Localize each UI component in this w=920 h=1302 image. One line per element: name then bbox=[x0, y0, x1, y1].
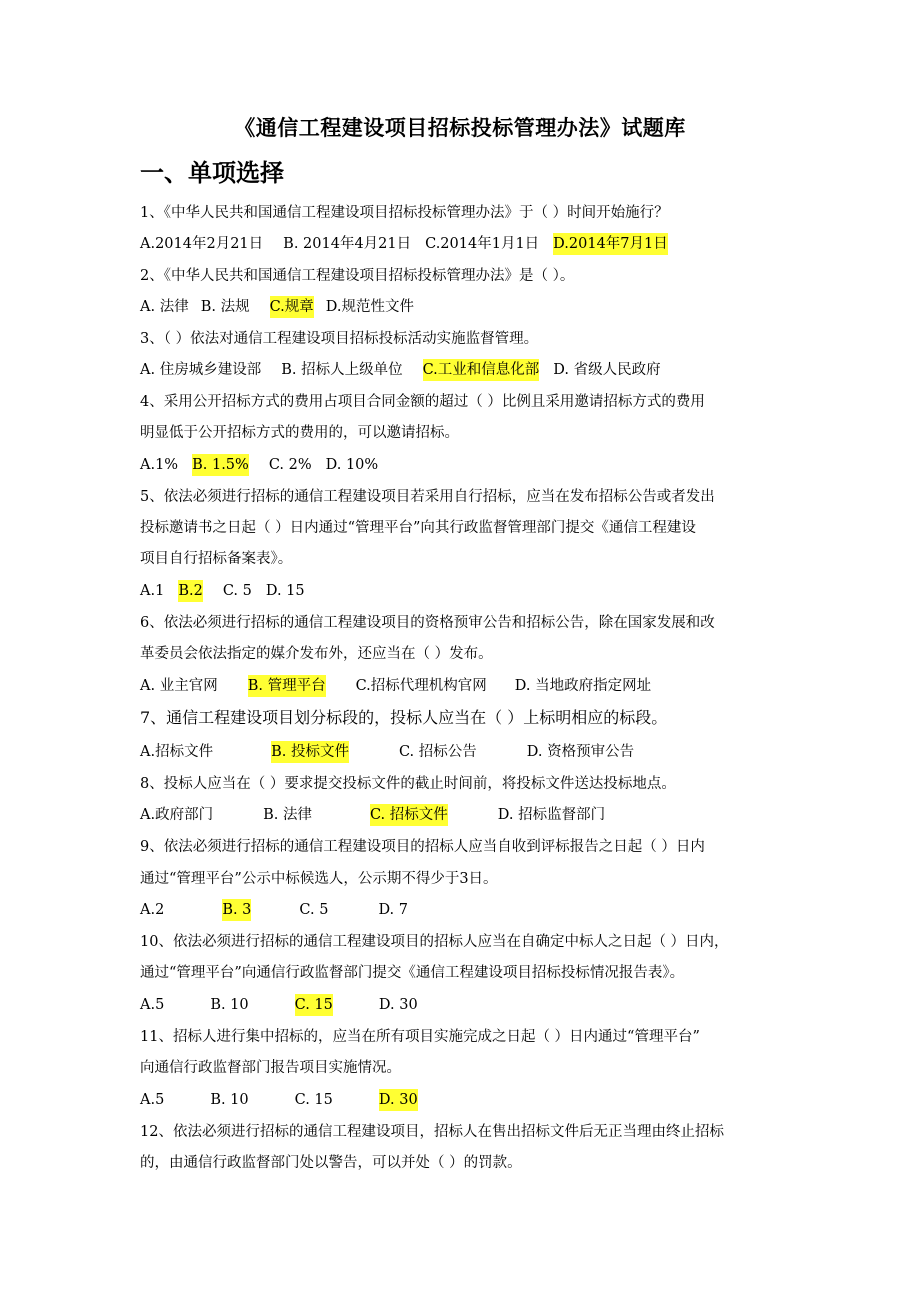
question-12-line-2: 的，由通信行政监督部门处以警告，可以并处（ ）的罚款。 bbox=[140, 1155, 522, 1171]
question-2: 2、《中华人民共和国通信工程建设项目招标投标管理办法》是（ ）。 bbox=[140, 268, 575, 284]
option-a: A.2014年2月21日 bbox=[140, 236, 264, 252]
option-d: D. 7 bbox=[378, 902, 409, 918]
question-2-options bbox=[140, 296, 414, 318]
question-1-options bbox=[140, 233, 668, 255]
option-b: B. 2014年4月21日 bbox=[283, 236, 412, 252]
question-6-line-2: 革委员会依法指定的媒介发布外，还应当在（ ）发布。 bbox=[140, 646, 493, 662]
question-9-line-2: 通过“管理平台”公示中标候选人，公示期不得少于3日。 bbox=[140, 871, 498, 887]
question-6-options bbox=[140, 675, 651, 697]
question-6-line-1: 6、依法必须进行招标的通信工程建设项目的资格预审公告和招标公告，除在国家发展和改 bbox=[140, 615, 715, 631]
option-c: C. 5 bbox=[299, 902, 329, 918]
question-4-options bbox=[140, 454, 378, 476]
option-d: D. 当地政府指定网址 bbox=[514, 678, 652, 694]
option-c: C.招标代理机构官网 bbox=[355, 678, 487, 694]
option-c-answer: C.规章 bbox=[270, 296, 314, 318]
question-5-line-1: 5、依法必须进行招标的通信工程建设项目若采用自行招标，应当在发布招标公告或者发出 bbox=[140, 489, 715, 505]
option-b-answer: B. 1.5% bbox=[192, 454, 249, 476]
question-10-line-1: 10、依法必须进行招标的通信工程建设项目的招标人应当在自确定中标人之日起（ ）日内， bbox=[140, 934, 729, 950]
section-heading: 一、单项选择 bbox=[140, 159, 284, 187]
option-c-answer: C. 15 bbox=[295, 994, 333, 1016]
option-c: C.2014年1月1日 bbox=[425, 236, 540, 252]
option-d: D. 10% bbox=[325, 457, 379, 473]
question-12-line-1: 12、依法必须进行招标的通信工程建设项目，招标人在售出招标文件后无正当理由终止招标 bbox=[140, 1124, 724, 1140]
option-b-answer: B. 投标文件 bbox=[271, 741, 349, 763]
option-a: A.2 bbox=[140, 902, 165, 918]
option-c-answer: C.工业和信息化部 bbox=[423, 359, 540, 381]
option-a: A.政府部门 bbox=[140, 807, 214, 823]
question-9-options bbox=[140, 899, 408, 921]
question-11-line-1: 11、招标人进行集中招标的，应当在所有项目实施完成之日起（ ）日内通过“管理平台” bbox=[140, 1029, 700, 1045]
question-4-line-1: 4、采用公开招标方式的费用占项目合同金额的超过（ ）比例且采用邀请招标方式的费用 bbox=[140, 394, 705, 410]
option-a: A. 住房城乡建设部 bbox=[140, 362, 262, 378]
option-c: C. 招标公告 bbox=[398, 744, 477, 760]
question-10-options bbox=[140, 994, 418, 1016]
option-c: C. 2% bbox=[268, 457, 312, 473]
option-a: A.1% bbox=[140, 457, 179, 473]
option-b: B. 10 bbox=[210, 1092, 249, 1108]
question-3: 3、（ ）依法对通信工程建设项目招标投标活动实施监督管理。 bbox=[140, 331, 539, 347]
option-a: A. 法律 bbox=[140, 299, 189, 315]
question-5-line-3: 项目自行招标备案表》。 bbox=[140, 551, 293, 567]
option-b-answer: B. 3 bbox=[222, 899, 251, 921]
option-d: D. 资格预审公告 bbox=[526, 744, 635, 760]
option-d-answer: D. 30 bbox=[379, 1089, 418, 1111]
question-11-options bbox=[140, 1089, 418, 1111]
option-a: A.招标文件 bbox=[140, 744, 214, 760]
document-title: 《通信工程建设项目招标投标管理办法》试题库 bbox=[234, 115, 686, 140]
option-a: A.5 bbox=[140, 997, 165, 1013]
option-b: B. 法规 bbox=[200, 299, 250, 315]
option-d: D. 30 bbox=[378, 997, 418, 1013]
question-7: 7、通信工程建设项目划分标段的，投标人应当在（ ）上标明相应的标段。 bbox=[140, 708, 668, 727]
option-b: B. 法律 bbox=[263, 807, 312, 823]
option-b-answer: B.2 bbox=[178, 580, 203, 602]
question-1: 1、《中华人民共和国通信工程建设项目招标投标管理办法》于（ ）时间开始施行？ bbox=[140, 205, 669, 221]
option-d: D.规范性文件 bbox=[325, 299, 414, 315]
question-7-options bbox=[140, 741, 634, 763]
option-b: B. 10 bbox=[210, 997, 249, 1013]
question-3-options bbox=[140, 359, 661, 381]
option-d: D. 15 bbox=[265, 583, 305, 599]
question-8: 8、投标人应当在（ ）要求提交投标文件的截止时间前，将投标文件送达投标地点。 bbox=[140, 776, 676, 792]
question-10-line-2: 通过“管理平台”向通信行政监督部门提交《通信工程建设项目招标投标情况报告表》。 bbox=[140, 965, 685, 981]
option-c-answer: C. 招标文件 bbox=[370, 804, 448, 826]
option-d: D. 省级人民政府 bbox=[553, 362, 661, 378]
option-d: D. 招标监督部门 bbox=[497, 807, 606, 823]
option-b: B. 招标人上级单位 bbox=[281, 362, 403, 378]
question-8-options bbox=[140, 804, 605, 826]
option-a: A. 业主官网 bbox=[140, 678, 218, 694]
question-4-line-2: 明显低于公开招标方式的费用的，可以邀请招标。 bbox=[140, 425, 459, 441]
option-d-answer: D.2014年7月1日 bbox=[553, 233, 668, 255]
option-b-answer: B. 管理平台 bbox=[248, 675, 326, 697]
question-11-line-2: 向通信行政监督部门报告项目实施情况。 bbox=[140, 1060, 401, 1076]
question-5-options bbox=[140, 580, 305, 602]
question-5-line-2: 投标邀请书之日起（ ）日内通过“管理平台”向其行政监督管理部门提交《通信工程建设 bbox=[140, 520, 696, 536]
option-c: C. 5 bbox=[222, 583, 252, 599]
question-9-line-1: 9、依法必须进行招标的通信工程建设项目的招标人应当自收到评标报告之日起（ ）日内 bbox=[140, 839, 705, 855]
option-a: A.5 bbox=[140, 1092, 165, 1108]
option-a: A.1 bbox=[140, 583, 165, 599]
option-c: C. 15 bbox=[294, 1092, 333, 1108]
